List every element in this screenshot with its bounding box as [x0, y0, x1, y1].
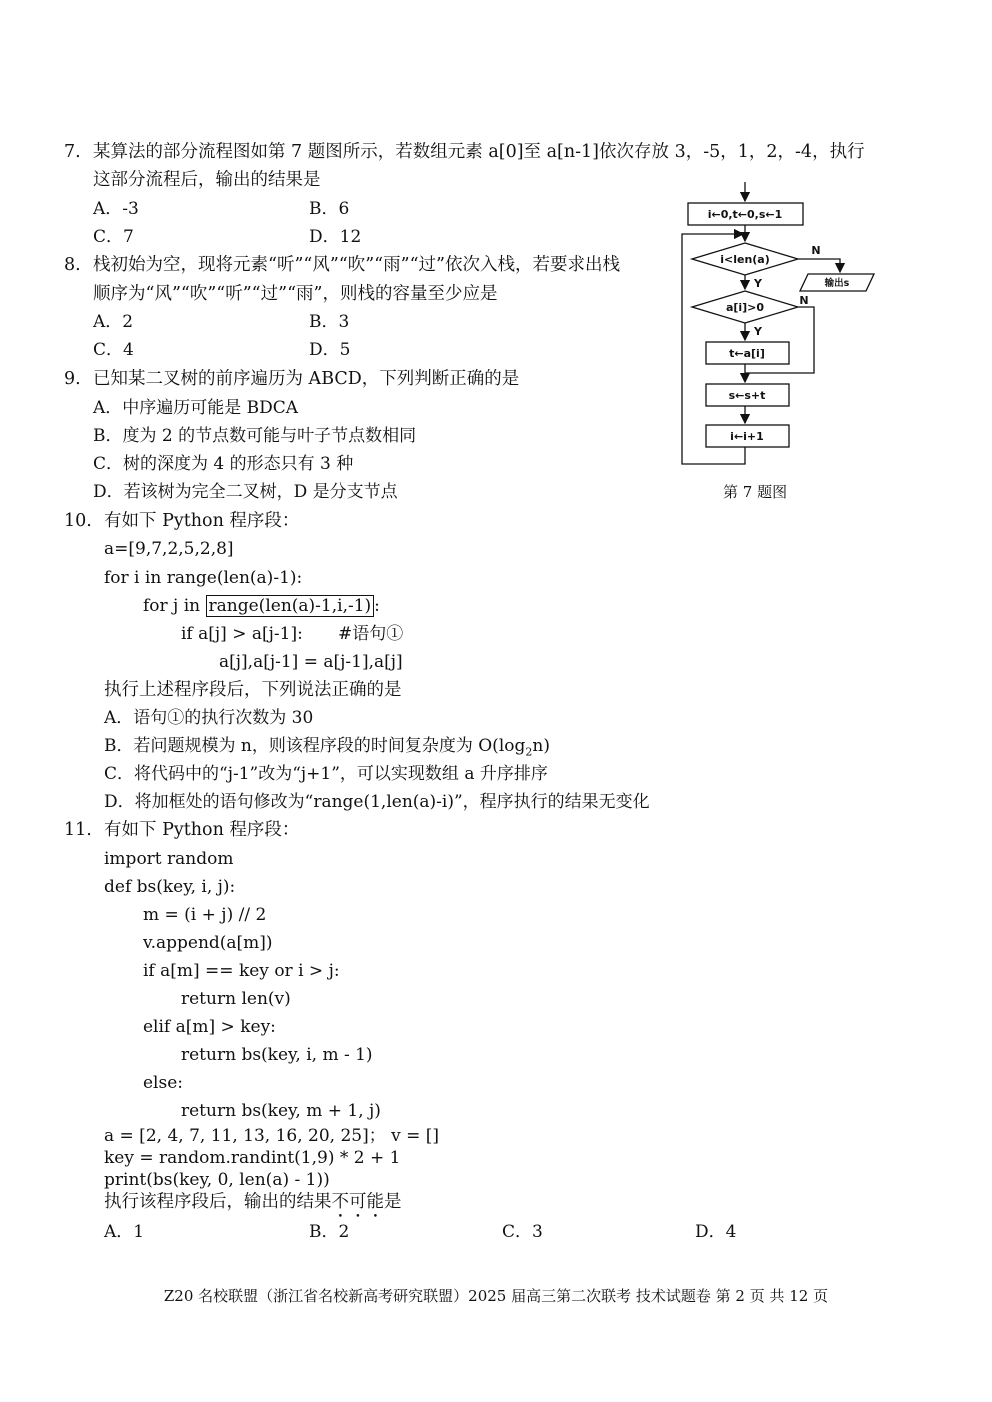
q7-option-d: D．12	[309, 227, 362, 247]
q10-option-c: C．将代码中的“j-1”改为“j+1”，可以实现数组 a 升序排序	[104, 764, 548, 784]
page-footer: Z20 名校联盟（浙江省名校新高考研究联盟）2025 届高三第二次联考 技术试题卷 第 2 页 共 12 页	[163, 1287, 829, 1305]
flowchart-yes-label-2: Y	[754, 325, 762, 338]
q11-question-tail: 是	[384, 1192, 402, 1212]
q8-option-a: A．2	[93, 312, 134, 332]
q8-option-d: D．5	[309, 340, 351, 360]
q7-option-b: B．6	[309, 199, 350, 219]
q11-code-line: if a[m] == key or i > j:	[143, 961, 340, 981]
q10-code-line: a[j],a[j-1] = a[j-1],a[j]	[219, 652, 403, 672]
q10-option-a: A．语句①的执行次数为 30	[104, 708, 314, 728]
q11-code-line: else:	[143, 1073, 184, 1093]
q7-option-a: A．-3	[93, 199, 139, 219]
flowchart-step3-label: i←i+1	[730, 430, 764, 443]
q10-code-line: for i in range(len(a)-1):	[104, 568, 303, 588]
q11-option-d: D．4	[695, 1222, 737, 1242]
q7-stem-line1: 某算法的部分流程图如第 7 题图所示，若数组元素 a[0]至 a[n-1]依次存放 3，-5，1，2，-4，执行	[93, 142, 865, 162]
q7-stem-line2: 这部分流程后，输出的结果是	[93, 170, 321, 190]
q10-option-b-text: B．若问题规模为 n，则该程序段的时间复杂度为 O(log	[104, 736, 526, 756]
q10-option-b-tail: n)	[532, 736, 550, 756]
q11-question-emphasis: 不可能	[331, 1192, 384, 1212]
q9-number: 9.	[64, 369, 81, 389]
q11-code-line: a = [2, 4, 7, 11, 13, 16, 20, 25]； v = []	[104, 1126, 440, 1146]
q8-number: 8.	[64, 255, 81, 275]
q7-number: 7.	[64, 142, 81, 162]
q11-code-line: print(bs(key, 0, len(a) - 1))	[104, 1170, 330, 1190]
q10-option-b-subscript: 2	[525, 745, 533, 759]
q7-option-c: C．7	[93, 227, 134, 247]
q9-option-b: B．度为 2 的节点数可能与叶子节点数相同	[93, 426, 417, 446]
q11-code-line: m = (i + j) // 2	[143, 905, 267, 925]
q11-code-line: return len(v)	[181, 989, 291, 1009]
q11-code-line: elif a[m] > key:	[143, 1017, 276, 1037]
q11-code-line: key = random.randint(1,9) * 2 + 1	[104, 1148, 401, 1168]
q11-code-line: v.append(a[m])	[143, 933, 273, 953]
flowchart-no-label-1: N	[811, 244, 821, 257]
q10-option-b	[104, 736, 550, 762]
flowchart-step2-label: s←s+t	[728, 389, 766, 402]
q10-code-line: a=[9,7,2,5,2,8]	[104, 539, 234, 559]
q9-option-c: C．树的深度为 4 的形态只有 3 种	[93, 454, 354, 474]
flowchart-condition1-label: i<len(a)	[720, 253, 770, 266]
q11-code-line: return bs(key, m + 1, j)	[181, 1101, 381, 1121]
q10-code-colon: :	[374, 596, 380, 616]
q11-option-a: A．1	[104, 1222, 145, 1242]
flowchart-figure	[670, 178, 880, 503]
flowchart-step1-label: t←a[i]	[729, 347, 765, 360]
q8-stem-line2: 顺序为“风”“吹”“听”“过”“雨”，则栈的容量至少应是	[93, 284, 498, 304]
q10-code-comment: #语句①	[338, 624, 404, 644]
q11-question-text: 执行该程序段后，输出的结果	[104, 1192, 332, 1212]
q11-code-line: def bs(key, i, j):	[104, 877, 236, 897]
q9-option-d: D．若该树为完全二叉树，D 是分支节点	[93, 482, 398, 502]
q11-question	[104, 1192, 402, 1222]
flowchart-caption: 第 7 题图	[723, 483, 788, 501]
q11-code-line: import random	[104, 849, 234, 869]
flowchart-init-label: i←0,t←0,s←1	[707, 208, 783, 221]
q11-option-c: C．3	[502, 1222, 543, 1242]
flowchart-condition2-label: a[i]>0	[725, 301, 765, 314]
q8-option-b: B．3	[309, 312, 350, 332]
q10-code-line: if a[j] > a[j-1]:	[181, 624, 303, 644]
q11-stem: 有如下 Python 程序段：	[104, 820, 300, 840]
q9-stem: 已知某二叉树的前序遍历为 ABCD，下列判断正确的是	[93, 369, 520, 389]
flowchart-output-label: 输出s	[824, 278, 850, 289]
q11-option-b: B．2	[309, 1222, 350, 1242]
q11-number: 11.	[64, 820, 92, 840]
q10-code-for-j: for j in	[143, 596, 206, 616]
q9-option-a: A．中序遍历可能是 BDCA	[93, 398, 299, 418]
flowchart-no-label-2: N	[799, 294, 809, 307]
q10-boxed-range: range(len(a)-1,i,-1)	[206, 595, 375, 617]
q10-code-line-boxed	[143, 596, 380, 616]
flowchart-yes-label-1: Y	[754, 277, 762, 290]
q11-code-line: return bs(key, i, m - 1)	[181, 1045, 373, 1065]
q10-option-d: D．将加框处的语句修改为“range(1,len(a)-i)”，程序执行的结果无变化	[104, 792, 650, 812]
q10-number: 10.	[64, 511, 92, 531]
q8-option-c: C．4	[93, 340, 134, 360]
q10-question: 执行上述程序段后，下列说法正确的是	[104, 680, 402, 700]
q10-stem: 有如下 Python 程序段：	[104, 511, 300, 531]
q8-stem-line1: 栈初始为空，现将元素“听”“风”“吹”“雨”“过”依次入栈，若要求出栈	[93, 255, 620, 275]
